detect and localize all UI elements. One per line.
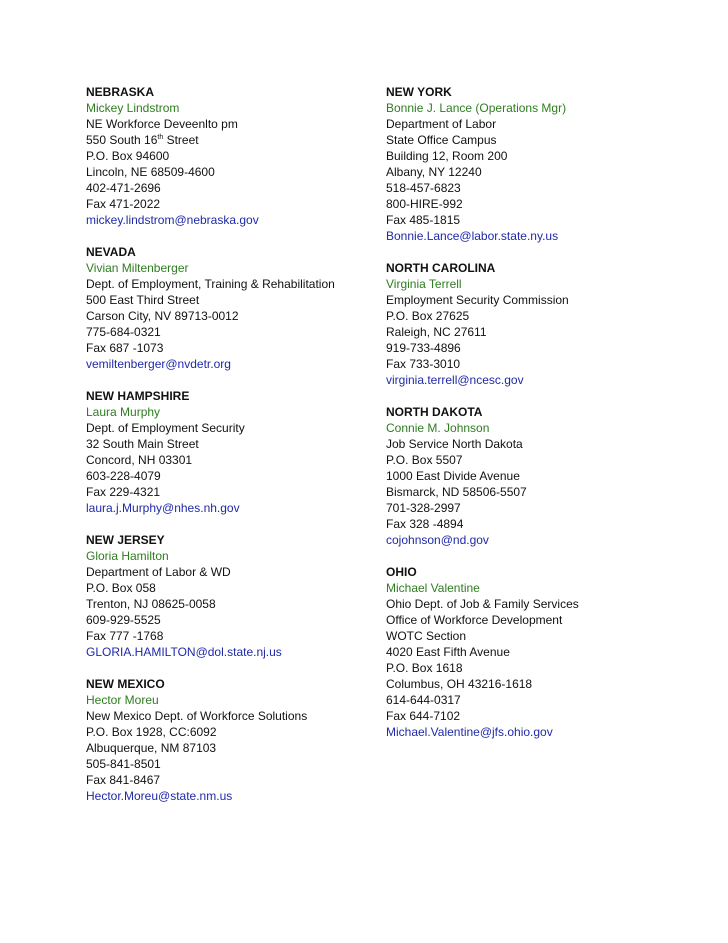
email-link[interactable]: GLORIA.HAMILTON@dol.state.nj.us <box>86 645 282 659</box>
fax-line: Fax 733-3010 <box>386 357 461 371</box>
contact-name: Connie M. Johnson <box>386 421 490 435</box>
email-link[interactable]: laura.j.Murphy@nhes.nh.gov <box>86 501 240 515</box>
phone-line: 919-733-4896 <box>386 341 461 355</box>
address-line: Carson City, NV 89713-0012 <box>86 309 239 323</box>
fax-line: Fax 471-2022 <box>86 197 161 211</box>
address-line: WOTC Section <box>386 629 467 643</box>
contact-name: Hector Moreu <box>86 693 159 707</box>
phone-line: 402-471-2696 <box>86 181 161 195</box>
phone-line: 505-841-8501 <box>86 757 161 771</box>
left-column <box>86 84 366 820</box>
address-line: Department of Labor & WD <box>86 565 231 579</box>
email-link[interactable]: mickey.lindstrom@nebraska.gov <box>86 213 259 227</box>
entry-north-carolina <box>386 260 686 388</box>
state-heading: NORTH DAKOTA <box>386 405 483 419</box>
email-link[interactable]: Michael.Valentine@jfs.ohio.gov <box>386 725 553 739</box>
address-line: P.O. Box 1928, CC:6092 <box>86 725 217 739</box>
contact-name: Vivian Miltenberger <box>86 261 189 275</box>
phone-line: 518-457-6823 <box>386 181 461 195</box>
address-line: P.O. Box 27625 <box>386 309 470 323</box>
address-line: 32 South Main Street <box>86 437 199 451</box>
address-line: Office of Workforce Development <box>386 613 563 627</box>
address-line: P.O. Box 1618 <box>386 661 463 675</box>
right-column <box>386 84 686 756</box>
state-heading: NEVADA <box>86 245 136 259</box>
entry-north-dakota <box>386 404 686 548</box>
address-line: Bismarck, ND 58506-5507 <box>386 485 527 499</box>
state-heading: NEW MEXICO <box>86 677 165 691</box>
address-line: Building 12, Room 200 <box>386 149 508 163</box>
state-heading: NEW HAMPSHIRE <box>86 389 190 403</box>
phone-line: 614-644-0317 <box>386 693 461 707</box>
address-line: Trenton, NJ 08625-0058 <box>86 597 216 611</box>
fax-line: Fax 328 -4894 <box>386 517 464 531</box>
state-heading: OHIO <box>386 565 417 579</box>
email-link[interactable]: Bonnie.Lance@labor.state.ny.us <box>386 229 559 243</box>
fax-line: Fax 644-7102 <box>386 709 461 723</box>
entry-new-jersey <box>86 532 366 660</box>
fax-line: Fax 485-1815 <box>386 213 461 227</box>
contact-name: Mickey Lindstrom <box>86 101 180 115</box>
email-link[interactable]: cojohnson@nd.gov <box>386 533 489 547</box>
entry-nebraska <box>86 84 366 228</box>
entry-new-mexico <box>86 676 366 804</box>
state-heading: NEW YORK <box>386 85 452 99</box>
entry-nevada <box>86 244 366 372</box>
address-line: Job Service North Dakota <box>386 437 523 451</box>
street-address-line <box>86 132 366 148</box>
fax-line: Fax 777 -1768 <box>86 629 164 643</box>
phone-line: 775-684-0321 <box>86 325 161 339</box>
address-line: Dept. of Employment Security <box>86 421 245 435</box>
fax-line: Fax 687 -1073 <box>86 341 164 355</box>
entry-ohio <box>386 564 686 740</box>
contact-name: Michael Valentine <box>386 581 480 595</box>
address-line: Lincoln, NE 68509-4600 <box>86 165 215 179</box>
address-line: Concord, NH 03301 <box>86 453 193 467</box>
address-line: P.O. Box 5507 <box>386 453 463 467</box>
contact-name: Bonnie J. Lance (Operations Mgr) <box>386 101 567 115</box>
address-line: Columbus, OH 43216-1618 <box>386 677 533 691</box>
address-line: P.O. Box 058 <box>86 581 156 595</box>
address-line: Raleigh, NC 27611 <box>386 325 487 339</box>
ordinal-suffix: th <box>157 134 164 141</box>
email-link[interactable]: vemiltenberger@nvdetr.org <box>86 357 231 371</box>
contact-name: Virginia Terrell <box>386 277 462 291</box>
fax-line: Fax 229-4321 <box>86 485 161 499</box>
address-line: Employment Security Commission <box>386 293 569 307</box>
address-line: New Mexico Dept. of Workforce Solutions <box>86 709 308 723</box>
state-heading: NORTH CAROLINA <box>386 261 496 275</box>
address-line: Ohio Dept. of Job & Family Services <box>386 597 579 611</box>
contact-name: Gloria Hamilton <box>86 549 169 563</box>
fax-line: Fax 841-8467 <box>86 773 161 787</box>
street-number: 550 South 16 <box>86 133 158 147</box>
email-link[interactable]: Hector.Moreu@state.nm.us <box>86 789 233 803</box>
street-name: Street <box>163 133 199 147</box>
address-line: Dept. of Employment, Training & Rehabilitation <box>86 277 335 291</box>
state-heading: NEW JERSEY <box>86 533 165 547</box>
address-line: NE Workforce Deveenlto pm <box>86 117 238 131</box>
phone-line: 609-929-5525 <box>86 613 161 627</box>
state-heading: NEBRASKA <box>86 85 155 99</box>
address-line: State Office Campus <box>386 133 497 147</box>
entry-new-york <box>386 84 686 244</box>
address-line: P.O. Box 94600 <box>86 149 170 163</box>
address-line: 500 East Third Street <box>86 293 200 307</box>
contact-name: Laura Murphy <box>86 405 161 419</box>
address-line: 1000 East Divide Avenue <box>386 469 520 483</box>
phone-line: 603-228-4079 <box>86 469 161 483</box>
phone-line: 800-HIRE-992 <box>386 197 463 211</box>
email-link[interactable]: virginia.terrell@ncesc.gov <box>386 373 524 387</box>
address-line: Albuquerque, NM 87103 <box>86 741 217 755</box>
phone-line: 701-328-2997 <box>386 501 461 515</box>
address-line: 4020 East Fifth Avenue <box>386 645 510 659</box>
address-line: Department of Labor <box>386 117 497 131</box>
address-line: Albany, NY 12240 <box>386 165 482 179</box>
entry-new-hampshire <box>86 388 366 516</box>
